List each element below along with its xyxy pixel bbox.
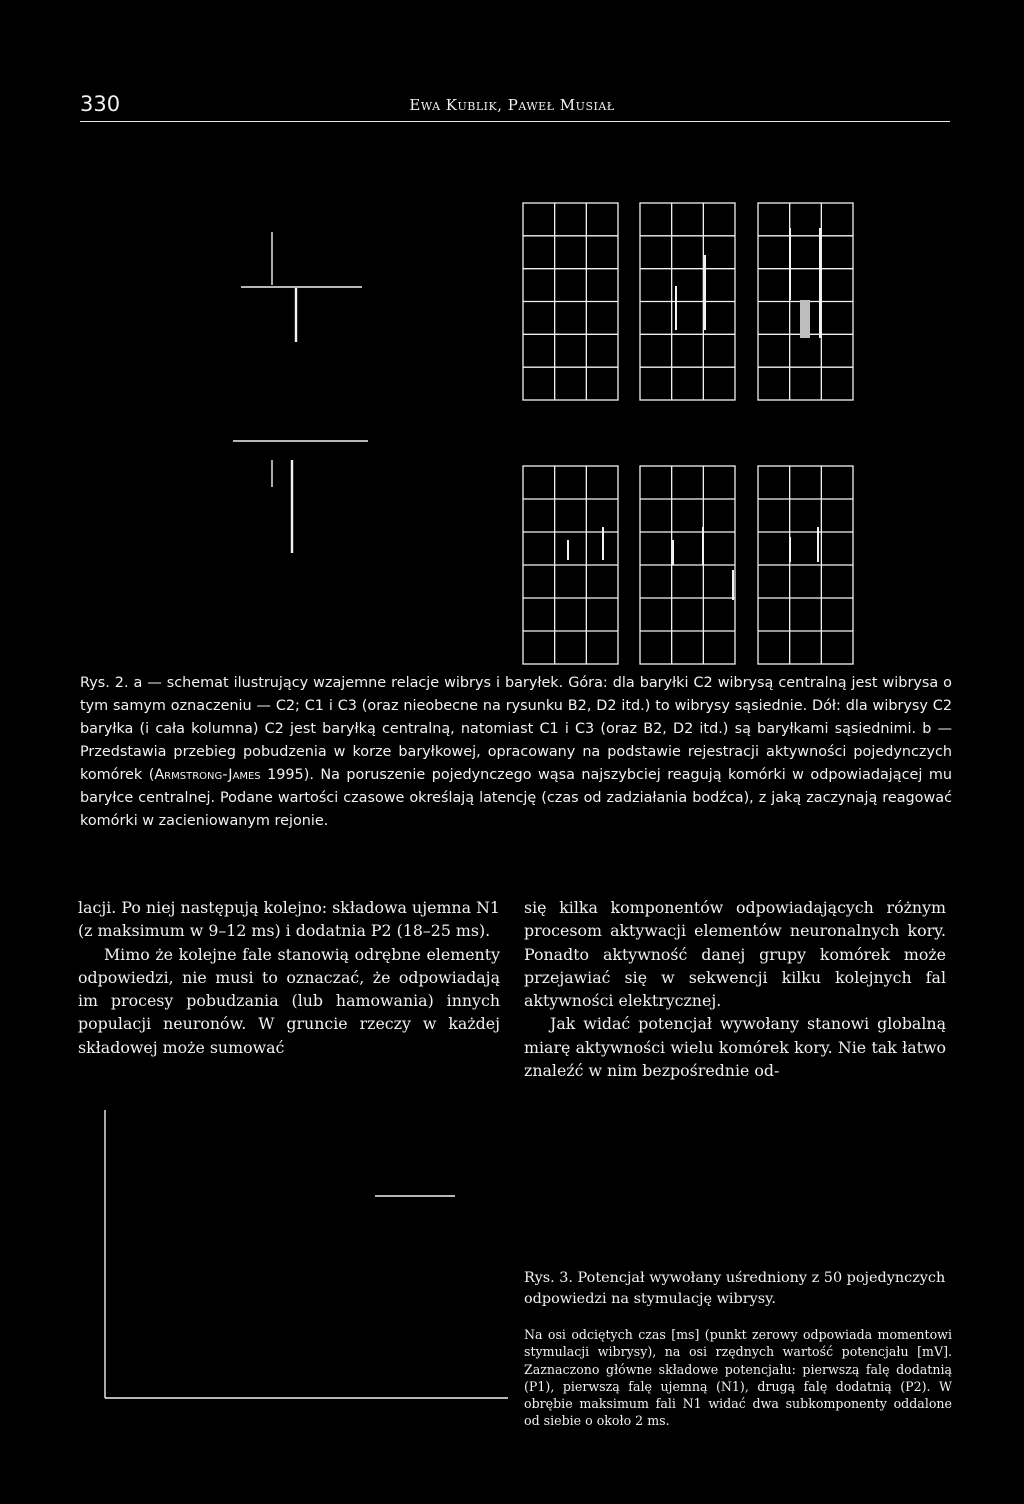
barrel-grid: [523, 203, 618, 400]
body-left-column: [78, 896, 500, 1059]
barrel-grid: [640, 203, 735, 400]
paragraph: lacji. Po niej następują kolejno: składowa ujemna N1 (z maksimum w 9–12 ms) i dodatnia P2 (18–25 ms).: [78, 898, 500, 941]
barrel-grid: [758, 466, 853, 664]
fig2a-top-whisker: [241, 232, 362, 342]
page-number: 330: [80, 92, 121, 116]
figure-3-caption: Rys. 3. Potencjał wywołany uśredniony z 50 pojedynczych odpowiedzi na stymulację wibrysy.: [524, 1270, 946, 1307]
fig2b-shaded-marks: [568, 228, 820, 600]
body-right-column: [524, 896, 946, 1082]
barrel-grid: [523, 466, 618, 664]
barrel-grid: [640, 466, 735, 664]
paragraph: Mimo że kolejne fale stanowią odrębne elementy odpowiedzi, nie musi to oznaczać, że odpowiadają im procesy pobudzania (lub hamowania) innych populacji neuronów. W gruncie rzeczy w każdej składowej może sumować: [78, 944, 500, 1057]
running-head: Ewa Kublik, Paweł Musiał: [409, 96, 615, 114]
fig2a-bottom-whisker: [233, 441, 368, 553]
paragraph: Jak widać potencjał wywołany stanowi globalną miarę aktywności wielu komórek kory. Nie tak łatwo znaleźć w nim bezpośrednie od-: [524, 1014, 946, 1081]
figure-3-note: Na osi odciętych czas [ms] (punkt zerowy odpowiada momentowi stymulacji wibrysy), na osi rzędnych wartość potencjału [mV]. Zaznaczono główne składowe potencjału: pierwszą falę dodatnią (P1), pierwszą falę ujemną (N1), drugą falę dodatnią (P2). W obrębie maksimum fali N1 widać dwa subkomponenty oddalone od siebie o około 2 ms.: [524, 1327, 952, 1429]
figure-2-caption: Rys. 2. a — schemat ilustrujący wzajemne relacje wibrys i baryłek. Góra: dla baryłki C2 wibrysą centralną jest wibrysa o tym samym oznaczeniu — C2; C1 i C3 (oraz nieobecne na rysunku B2, D2 itd.) to wibrysy sąsiednie. Dół: dla wibrysy C2 baryłka (i cała kolumna) C2 jest baryłką centralną, natomiast C1 i C3 (oraz B2, D2 itd.) są baryłkami sąsiednimi. b — Przedstawia przebieg pobudzenia w korze baryłkowej, opracowany na podstawie rejestracji aktywności pojedynczych komórek (Armstrong-James 1995). Na poruszenie pojedynczego wąsa najszybciej reagują komórki w odpowiadającej mu baryłce centralnej. Podane wartości czasowe określają latencję (czas od zadziałania bodźca), z jaką zaczynają reagować komórki w zacieniowanym rejonie.: [80, 675, 952, 829]
fig2b-barrel-grids: [523, 203, 853, 664]
fig3-plot: [105, 1110, 508, 1398]
paragraph: się kilka komponentów odpowiadających różnym procesom aktywacji elementów neuronalnych kory. Ponadto aktywność danej grupy komórek może przejawiać się w sekwencji kilku kolejnych fal aktywności elektrycznej.: [524, 898, 946, 1011]
